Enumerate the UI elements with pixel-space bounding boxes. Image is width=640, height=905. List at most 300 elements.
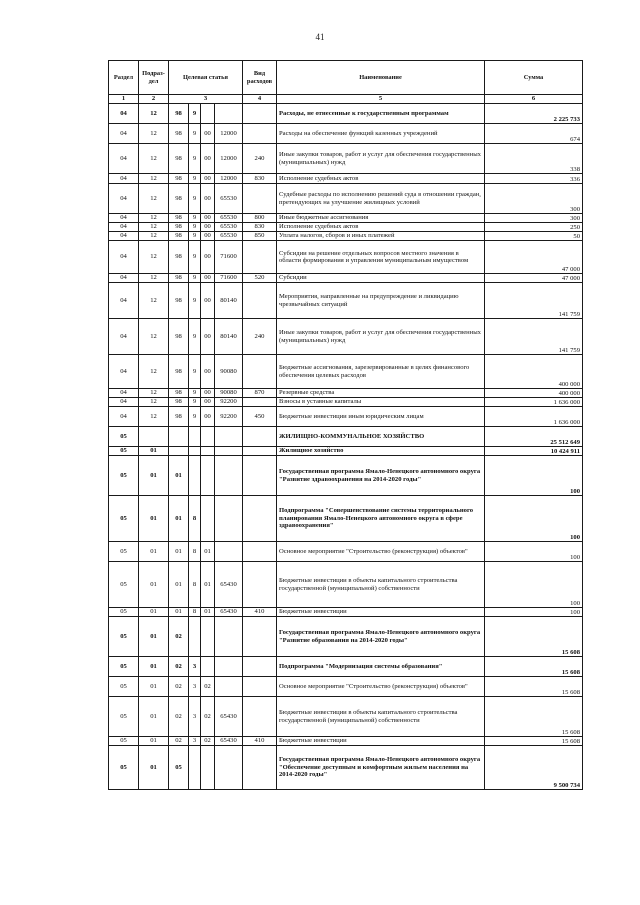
sum-cell: 2 225 733: [485, 104, 583, 124]
target-code-3-cell: [201, 496, 215, 542]
razdel-cell: 04: [109, 389, 139, 398]
target-code-4-cell: 12000: [215, 124, 243, 144]
target-code-3-cell: [201, 657, 215, 677]
name-cell: Основное мероприятие "Строительство (реконструкция) объектов": [277, 542, 485, 562]
razdel-cell: 04: [109, 223, 139, 232]
target-code-3-cell: [201, 427, 215, 447]
podrazdel-cell: 01: [139, 617, 169, 657]
target-code-1-cell: 98: [169, 283, 189, 319]
target-code-3-cell: 02: [201, 697, 215, 737]
target-code-3-cell: [201, 447, 215, 456]
target-code-1-cell: 98: [169, 214, 189, 223]
target-code-4-cell: 90080: [215, 355, 243, 389]
table-row: [109, 144, 583, 174]
table-row: [109, 184, 583, 214]
target-code-3-cell: 00: [201, 319, 215, 355]
name-cell: Бюджетные инвестиции иным юридическим лицам: [277, 407, 485, 427]
sum-cell: 100: [485, 542, 583, 562]
target-code-4-cell: 71600: [215, 241, 243, 274]
table-row: [109, 496, 583, 542]
expense-type-cell: [243, 677, 277, 697]
target-code-2-cell: [189, 456, 201, 496]
target-code-4-cell: [215, 677, 243, 697]
podrazdel-cell: 01: [139, 562, 169, 608]
name-cell: Исполнение судебных актов: [277, 174, 485, 184]
target-code-4-cell: 80140: [215, 283, 243, 319]
target-code-1-cell: 05: [169, 746, 189, 790]
target-code-2-cell: 9: [189, 241, 201, 274]
podrazdel-cell: 12: [139, 319, 169, 355]
razdel-cell: 05: [109, 562, 139, 608]
expense-type-cell: 800: [243, 214, 277, 223]
sum-cell: 338: [485, 144, 583, 174]
podrazdel-cell: 01: [139, 657, 169, 677]
target-code-3-cell: 01: [201, 608, 215, 617]
table-row: [109, 355, 583, 389]
razdel-cell: 05: [109, 697, 139, 737]
target-code-3-cell: 00: [201, 241, 215, 274]
header-vid: Вид расходов: [243, 61, 277, 95]
target-code-3-cell: 02: [201, 677, 215, 697]
target-code-3-cell: 00: [201, 355, 215, 389]
target-code-4-cell: 65530: [215, 232, 243, 241]
expense-type-cell: [243, 104, 277, 124]
target-code-4-cell: 65430: [215, 697, 243, 737]
target-code-2-cell: 9: [189, 319, 201, 355]
target-code-3-cell: 00: [201, 223, 215, 232]
name-cell: Жилищное хозяйство: [277, 447, 485, 456]
target-code-1-cell: 98: [169, 184, 189, 214]
expense-type-cell: 830: [243, 223, 277, 232]
target-code-2-cell: 8: [189, 562, 201, 608]
razdel-cell: 05: [109, 447, 139, 456]
target-code-3-cell: [201, 617, 215, 657]
name-cell: ЖИЛИЩНО-КОММУНАЛЬНОЕ ХОЗЯЙСТВО: [277, 427, 485, 447]
razdel-cell: 05: [109, 657, 139, 677]
name-cell: Подпрограмма "Модернизация системы образования": [277, 657, 485, 677]
table-row: [109, 398, 583, 407]
razdel-cell: 04: [109, 398, 139, 407]
target-code-4-cell: 12000: [215, 174, 243, 184]
sum-cell: 10 424 911: [485, 447, 583, 456]
name-cell: Судебные расходы по исполнению решений суда в отношении граждан, претендующих на улучшение жилищных условий: [277, 184, 485, 214]
podrazdel-cell: 12: [139, 174, 169, 184]
podrazdel-cell: 01: [139, 456, 169, 496]
target-code-3-cell: 00: [201, 214, 215, 223]
podrazdel-cell: 12: [139, 355, 169, 389]
table-row: [109, 746, 583, 790]
target-code-4-cell: 65430: [215, 562, 243, 608]
razdel-cell: 04: [109, 283, 139, 319]
table-row: [109, 274, 583, 283]
razdel-cell: 05: [109, 677, 139, 697]
target-code-2-cell: 9: [189, 144, 201, 174]
sum-cell: 400 000: [485, 389, 583, 398]
target-code-2-cell: 9: [189, 283, 201, 319]
podrazdel-cell: 01: [139, 542, 169, 562]
podrazdel-cell: 01: [139, 496, 169, 542]
name-cell: Расходы, не отнесенные к государственным программам: [277, 104, 485, 124]
table-row: [109, 447, 583, 456]
expense-type-cell: 410: [243, 737, 277, 746]
razdel-cell: 04: [109, 232, 139, 241]
podrazdel-cell: 01: [139, 677, 169, 697]
table-row: [109, 283, 583, 319]
column-number: 5: [277, 95, 485, 104]
razdel-cell: 05: [109, 746, 139, 790]
table-row: [109, 617, 583, 657]
podrazdel-cell: 12: [139, 389, 169, 398]
target-code-4-cell: 92200: [215, 407, 243, 427]
header-podrazdel: Подраз-дел: [139, 61, 169, 95]
target-code-1-cell: 02: [169, 677, 189, 697]
name-cell: Мероприятия, направленные на предупреждение и ликвидацию чрезвычайных ситуаций: [277, 283, 485, 319]
page-number: 41: [315, 32, 325, 42]
name-cell: Основное мероприятие "Строительство (реконструкция) объектов": [277, 677, 485, 697]
sum-cell: 15 608: [485, 737, 583, 746]
target-code-1-cell: 02: [169, 657, 189, 677]
expense-type-cell: [243, 746, 277, 790]
target-code-4-cell: 71600: [215, 274, 243, 283]
table-row: [109, 657, 583, 677]
header-razdel: Раздел: [109, 61, 139, 95]
table-row: [109, 389, 583, 398]
sum-cell: 47 000: [485, 274, 583, 283]
podrazdel-cell: 12: [139, 274, 169, 283]
expense-type-cell: 830: [243, 174, 277, 184]
target-code-1-cell: [169, 447, 189, 456]
target-code-3-cell: [201, 456, 215, 496]
razdel-cell: 04: [109, 241, 139, 274]
podrazdel-cell: 12: [139, 232, 169, 241]
target-code-3-cell: 00: [201, 389, 215, 398]
target-code-4-cell: [215, 617, 243, 657]
target-code-4-cell: 65530: [215, 184, 243, 214]
target-code-1-cell: 98: [169, 104, 189, 124]
target-code-2-cell: 9: [189, 407, 201, 427]
razdel-cell: 05: [109, 496, 139, 542]
razdel-cell: 04: [109, 184, 139, 214]
target-code-1-cell: 98: [169, 355, 189, 389]
target-code-2-cell: 3: [189, 697, 201, 737]
target-code-1-cell: 98: [169, 389, 189, 398]
target-code-3-cell: 00: [201, 398, 215, 407]
name-cell: Подпрограмма "Совершенствование системы территориального планирования Ямало-Ненецкого автономного округа в сфере здравоохранения": [277, 496, 485, 542]
expense-type-cell: [243, 447, 277, 456]
podrazdel-cell: 12: [139, 104, 169, 124]
header-row: [109, 61, 583, 95]
target-code-1-cell: 98: [169, 274, 189, 283]
target-code-4-cell: 92200: [215, 398, 243, 407]
target-code-4-cell: 65530: [215, 214, 243, 223]
sum-cell: 47 000: [485, 241, 583, 274]
table-row: [109, 427, 583, 447]
name-cell: Субсидии: [277, 274, 485, 283]
target-code-1-cell: 01: [169, 562, 189, 608]
target-code-4-cell: 65430: [215, 608, 243, 617]
name-cell: Исполнение судебных актов: [277, 223, 485, 232]
target-code-3-cell: [201, 104, 215, 124]
target-code-4-cell: [215, 456, 243, 496]
sum-cell: 300: [485, 214, 583, 223]
name-cell: Государственная программа Ямало-Ненецкого автономного округа "Развитие образования на 2014-2020 годы": [277, 617, 485, 657]
table-row: [109, 608, 583, 617]
target-code-2-cell: 9: [189, 232, 201, 241]
expense-type-cell: [243, 124, 277, 144]
target-code-4-cell: [215, 746, 243, 790]
razdel-cell: 04: [109, 407, 139, 427]
sum-cell: 15 608: [485, 657, 583, 677]
target-code-2-cell: [189, 617, 201, 657]
expense-type-cell: 870: [243, 389, 277, 398]
name-cell: Бюджетные инвестиции в объекты капитального строительства государственной (муниципальной) собственности: [277, 562, 485, 608]
target-code-3-cell: [201, 746, 215, 790]
target-code-2-cell: [189, 447, 201, 456]
header-celevaya: Целевая статья: [169, 61, 243, 95]
name-cell: Бюджетные ассигнования, зарезервированные в целях финансового обеспечения целевых расходов: [277, 355, 485, 389]
podrazdel-cell: 01: [139, 608, 169, 617]
table-row: [109, 697, 583, 737]
sum-cell: 100: [485, 562, 583, 608]
target-code-4-cell: [215, 657, 243, 677]
target-code-1-cell: 01: [169, 456, 189, 496]
name-cell: Иные закупки товаров, работ и услуг для обеспечения государственных (муниципальных) нужд: [277, 144, 485, 174]
razdel-cell: 04: [109, 144, 139, 174]
sum-cell: 400 000: [485, 355, 583, 389]
table-row: [109, 232, 583, 241]
podrazdel-cell: 12: [139, 407, 169, 427]
target-code-1-cell: [169, 427, 189, 447]
target-code-4-cell: 65430: [215, 737, 243, 746]
razdel-cell: 05: [109, 427, 139, 447]
target-code-2-cell: [189, 746, 201, 790]
podrazdel-cell: [139, 427, 169, 447]
target-code-4-cell: 90080: [215, 389, 243, 398]
target-code-2-cell: 3: [189, 737, 201, 746]
name-cell: Иные бюджетные ассигнования: [277, 214, 485, 223]
expense-type-cell: 850: [243, 232, 277, 241]
target-code-2-cell: 8: [189, 542, 201, 562]
podrazdel-cell: 12: [139, 124, 169, 144]
target-code-3-cell: 00: [201, 407, 215, 427]
name-cell: Уплата налогов, сборов и иных платежей: [277, 232, 485, 241]
table-body: [109, 104, 583, 790]
target-code-3-cell: 00: [201, 174, 215, 184]
target-code-2-cell: 9: [189, 124, 201, 144]
name-cell: Иные закупки товаров, работ и услуг для обеспечения государственных (муниципальных) нужд: [277, 319, 485, 355]
razdel-cell: 05: [109, 608, 139, 617]
target-code-1-cell: 98: [169, 174, 189, 184]
podrazdel-cell: 01: [139, 697, 169, 737]
table-row: [109, 174, 583, 184]
target-code-4-cell: [215, 447, 243, 456]
target-code-3-cell: 00: [201, 232, 215, 241]
target-code-2-cell: 8: [189, 608, 201, 617]
expense-type-cell: [243, 355, 277, 389]
expense-type-cell: [243, 398, 277, 407]
header-summa: Сумма: [485, 61, 583, 95]
target-code-1-cell: 98: [169, 232, 189, 241]
razdel-cell: 05: [109, 456, 139, 496]
target-code-1-cell: 98: [169, 398, 189, 407]
target-code-3-cell: 00: [201, 274, 215, 283]
sum-cell: 250: [485, 223, 583, 232]
column-number: 1: [109, 95, 139, 104]
sum-cell: 674: [485, 124, 583, 144]
sum-cell: 25 512 649: [485, 427, 583, 447]
expense-type-cell: [243, 427, 277, 447]
podrazdel-cell: 12: [139, 241, 169, 274]
podrazdel-cell: 01: [139, 746, 169, 790]
razdel-cell: 04: [109, 174, 139, 184]
table-row: [109, 241, 583, 274]
table-row: [109, 223, 583, 232]
target-code-2-cell: 3: [189, 677, 201, 697]
column-number-row: [109, 95, 583, 104]
podrazdel-cell: 12: [139, 184, 169, 214]
target-code-1-cell: 98: [169, 241, 189, 274]
name-cell: Государственная программа Ямало-Ненецкого автономного округа "Развитие здравоохранения на 2014-2020 годы": [277, 456, 485, 496]
razdel-cell: 04: [109, 355, 139, 389]
target-code-2-cell: 9: [189, 389, 201, 398]
table-row: [109, 562, 583, 608]
expense-type-cell: [243, 184, 277, 214]
target-code-1-cell: 98: [169, 407, 189, 427]
razdel-cell: 05: [109, 542, 139, 562]
name-cell: Бюджетные инвестиции: [277, 737, 485, 746]
expense-type-cell: [243, 283, 277, 319]
target-code-2-cell: 9: [189, 355, 201, 389]
expense-type-cell: 520: [243, 274, 277, 283]
target-code-4-cell: [215, 542, 243, 562]
column-number: 6: [485, 95, 583, 104]
table-row: [109, 124, 583, 144]
target-code-1-cell: 02: [169, 737, 189, 746]
name-cell: Государственная программа Ямало-Ненецкого автономного округа "Обеспечение доступным и комфортным жильем населения на 2014-2020 годы": [277, 746, 485, 790]
table-row: [109, 104, 583, 124]
target-code-2-cell: 9: [189, 174, 201, 184]
target-code-2-cell: 3: [189, 657, 201, 677]
razdel-cell: 04: [109, 124, 139, 144]
podrazdel-cell: 12: [139, 223, 169, 232]
sum-cell: 1 636 000: [485, 398, 583, 407]
target-code-3-cell: 01: [201, 542, 215, 562]
target-code-2-cell: 9: [189, 274, 201, 283]
target-code-4-cell: [215, 496, 243, 542]
table-row: [109, 737, 583, 746]
expense-type-cell: [243, 542, 277, 562]
budget-table: [108, 60, 583, 790]
target-code-2-cell: 9: [189, 223, 201, 232]
expense-type-cell: [243, 657, 277, 677]
column-number: 4: [243, 95, 277, 104]
expense-type-cell: 240: [243, 144, 277, 174]
podrazdel-cell: 01: [139, 447, 169, 456]
table-row: [109, 456, 583, 496]
expense-type-cell: [243, 496, 277, 542]
sum-cell: 141 759: [485, 319, 583, 355]
target-code-3-cell: 02: [201, 737, 215, 746]
expense-type-cell: 450: [243, 407, 277, 427]
header-naimenovanie: Наименование: [277, 61, 485, 95]
name-cell: Субсидии на решение отдельных вопросов местного значения в области формирования и управления муниципальным имуществом: [277, 241, 485, 274]
name-cell: Резервные средства: [277, 389, 485, 398]
target-code-2-cell: 9: [189, 214, 201, 223]
name-cell: Бюджетные инвестиции в объекты капитального строительства государственной (муниципальной) собственности: [277, 697, 485, 737]
sum-cell: 50: [485, 232, 583, 241]
podrazdel-cell: 01: [139, 737, 169, 746]
target-code-3-cell: 00: [201, 144, 215, 174]
sum-cell: 1 636 000: [485, 407, 583, 427]
target-code-2-cell: 9: [189, 398, 201, 407]
sum-cell: 141 759: [485, 283, 583, 319]
target-code-1-cell: 01: [169, 496, 189, 542]
target-code-4-cell: [215, 427, 243, 447]
column-number: 3: [169, 95, 243, 104]
target-code-1-cell: 02: [169, 697, 189, 737]
expense-type-cell: [243, 697, 277, 737]
target-code-3-cell: 00: [201, 283, 215, 319]
target-code-3-cell: 00: [201, 184, 215, 214]
razdel-cell: 04: [109, 274, 139, 283]
expense-type-cell: 240: [243, 319, 277, 355]
target-code-1-cell: 98: [169, 319, 189, 355]
target-code-4-cell: 65530: [215, 223, 243, 232]
table-row: [109, 407, 583, 427]
target-code-4-cell: 80140: [215, 319, 243, 355]
expense-type-cell: 410: [243, 608, 277, 617]
target-code-3-cell: 01: [201, 562, 215, 608]
target-code-3-cell: 00: [201, 124, 215, 144]
razdel-cell: 04: [109, 319, 139, 355]
table-row: [109, 214, 583, 223]
name-cell: Взносы в уставные капиталы: [277, 398, 485, 407]
table-row: [109, 542, 583, 562]
target-code-1-cell: 98: [169, 144, 189, 174]
expense-type-cell: [243, 617, 277, 657]
column-number: 2: [139, 95, 169, 104]
podrazdel-cell: 12: [139, 214, 169, 223]
target-code-1-cell: 01: [169, 608, 189, 617]
razdel-cell: 05: [109, 617, 139, 657]
expense-type-cell: [243, 241, 277, 274]
target-code-1-cell: 01: [169, 542, 189, 562]
expense-type-cell: [243, 562, 277, 608]
sum-cell: 15 608: [485, 697, 583, 737]
target-code-1-cell: 98: [169, 124, 189, 144]
razdel-cell: 04: [109, 104, 139, 124]
sum-cell: 336: [485, 174, 583, 184]
table-row: [109, 319, 583, 355]
target-code-4-cell: 12000: [215, 144, 243, 174]
sum-cell: 100: [485, 608, 583, 617]
target-code-2-cell: 8: [189, 496, 201, 542]
podrazdel-cell: 12: [139, 283, 169, 319]
target-code-2-cell: 9: [189, 184, 201, 214]
sum-cell: 100: [485, 496, 583, 542]
target-code-1-cell: 02: [169, 617, 189, 657]
name-cell: Бюджетные инвестиции: [277, 608, 485, 617]
sum-cell: 300: [485, 184, 583, 214]
podrazdel-cell: 12: [139, 144, 169, 174]
table-row: [109, 677, 583, 697]
razdel-cell: 05: [109, 737, 139, 746]
target-code-4-cell: [215, 104, 243, 124]
sum-cell: 15 608: [485, 617, 583, 657]
target-code-2-cell: [189, 427, 201, 447]
sum-cell: 9 500 734: [485, 746, 583, 790]
podrazdel-cell: 12: [139, 398, 169, 407]
